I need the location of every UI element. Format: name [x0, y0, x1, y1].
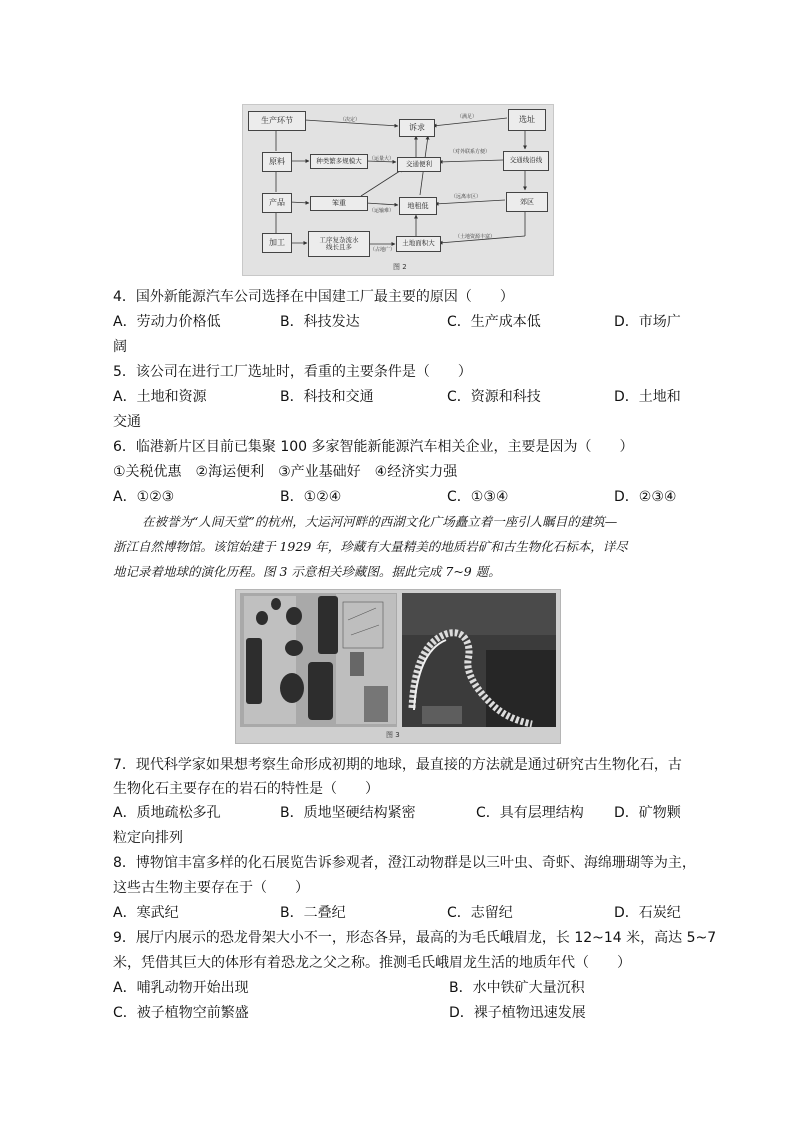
figure-2-flowchart: [242, 104, 554, 276]
question-7-option-d-wrap: 粒定向排列: [113, 830, 183, 846]
node-heavy: 笨重: [310, 196, 368, 211]
question-9-stem-line-2: 米，凭借其巨大的体形有着恐龙之父之称。推测毛氏峨眉龙生活的地质年代（ ）: [113, 955, 631, 971]
edge-label-land-occupy: （占地广）: [370, 247, 396, 253]
node-process: 加工: [262, 233, 292, 253]
question-4-stem: 4．国外新能源汽车公司选择在中国建工厂最主要的原因（ ）: [113, 289, 514, 305]
question-6-option-b: B．①②④: [280, 489, 342, 505]
question-8-option-b: B．二叠纪: [280, 905, 346, 921]
question-4-option-c: C．生产成本低: [447, 314, 541, 330]
question-5-option-d: D．土地和: [614, 389, 681, 405]
question-5-option-a: A．土地和资源: [113, 389, 207, 405]
node-raw: 原料: [262, 152, 292, 172]
passage-line-1: 在被誉为“人间天堂”的杭州，大运河河畔的西湖文化广场矗立着一座引人瞩目的建筑—: [142, 514, 618, 529]
question-9-option-d: D．裸子植物迅速发展: [449, 1005, 586, 1021]
node-demand: 诉求: [399, 119, 435, 137]
question-6-choices: ①关税优惠 ②海运便利 ③产业基础好 ④经济实力强: [113, 464, 458, 480]
node-product: 产品: [262, 193, 292, 213]
question-5-option-c: C．资源和科技: [447, 389, 541, 405]
process-desc-line-1: 工序复杂流水: [319, 235, 359, 244]
edge-label-hard-transport: （运输难）: [369, 208, 395, 214]
question-4-option-d: D．市场广: [614, 314, 681, 330]
node-process-desc: [308, 231, 370, 257]
node-along-traffic: 交通线沿线: [503, 151, 549, 171]
passage-line-3: 地记录着地球的演化历程。图 3 示意相关珍藏图。据此完成 7~9 题。: [113, 564, 501, 579]
question-9-stem-line-1: 9．展厅内展示的恐龙骨架大小不一，形态各异，最高的为毛氏峨眉龙，长 12~14 米，高达 5~7: [113, 930, 717, 946]
node-suburb: 郊区: [506, 192, 548, 212]
question-8-stem-line-1: 8．博物馆丰富多样的化石展览告诉参观者，澄江动物群是以三叶虫、奇虾、海绵珊瑚等为主，: [113, 855, 696, 871]
question-6-option-a: A．①②③: [113, 489, 175, 505]
question-5-option-d-wrap: 交通: [113, 414, 141, 430]
figure-3-image: [236, 590, 560, 743]
node-large-land: 土地面积大: [396, 236, 441, 252]
question-8-stem-line-2: 这些古生物主要存在于（ ）: [113, 880, 309, 896]
question-5-option-b: B．科技和交通: [280, 389, 374, 405]
edge-label-far-urban: （远离市区）: [451, 194, 482, 200]
question-8-option-c: C．志留纪: [447, 905, 513, 921]
edge-label-land-rich: （土地资源丰富）: [455, 234, 496, 240]
figure-2-caption: 图 2: [393, 263, 407, 271]
question-7-option-a: A．质地疏松多孔: [113, 805, 221, 821]
node-siting: 选址: [508, 109, 546, 131]
question-7-stem-line-1: 7．现代科学家如果想考察生命形成初期的地球，最直接的方法就是通过研究古生物化石，古: [113, 757, 682, 773]
question-7-stem-line-2: 生物化石主要存在的岩石的特性是（ ）: [113, 781, 379, 797]
process-desc-line-2: 线长且多: [326, 243, 352, 251]
question-9-option-b: B．水中铁矿大量沉积: [449, 980, 585, 996]
question-9-option-a: A．哺乳动物开始出现: [113, 980, 249, 996]
question-8-option-a: A．寒武纪: [113, 905, 179, 921]
figure-3-photos: [235, 589, 561, 744]
node-traffic: 交通便利: [397, 157, 441, 172]
node-production: 生产环节: [248, 111, 306, 131]
question-8-option-d: D．石炭纪: [614, 905, 681, 921]
question-4-option-d-wrap: 阔: [113, 339, 127, 355]
question-5-stem: 5．该公司在进行工厂选址时，看重的主要条件是（ ）: [113, 364, 472, 380]
question-6-stem: 6．临港新片区目前已集聚 100 多家智能新能源汽车相关企业，主要是因为（ ）: [113, 439, 634, 455]
question-4-option-b: B．科技发达: [280, 314, 360, 330]
passage-line-2: 浙江自然博物馆。该馆始建于 1929 年，珍藏有大量精美的地质岩矿和古生物化石标本，详尽: [113, 539, 628, 554]
edge-label-transport-large: （运量大）: [369, 156, 395, 162]
question-9-option-c: C．被子植物空前繁盛: [113, 1005, 249, 1021]
question-7-option-b: B．质地坚硬结构紧密: [280, 805, 416, 821]
question-7-option-d: D．矿物颗: [614, 805, 681, 821]
edge-label-decide: （决定）: [340, 117, 361, 123]
edge-label-external: （对外联系方便）: [450, 149, 491, 155]
node-variety: 种类繁多规模大: [310, 154, 368, 169]
edge-label-satisfy: （满足）: [457, 114, 478, 120]
question-4-option-a: A．劳动力价格低: [113, 314, 221, 330]
question-6-option-c: C．①③④: [447, 489, 509, 505]
question-7-option-c: C．具有层理结构: [476, 805, 584, 821]
node-low-rent: 地租低: [399, 197, 437, 215]
question-6-option-d: D．②③④: [614, 489, 677, 505]
figure-3-caption: 图 3: [386, 731, 400, 739]
